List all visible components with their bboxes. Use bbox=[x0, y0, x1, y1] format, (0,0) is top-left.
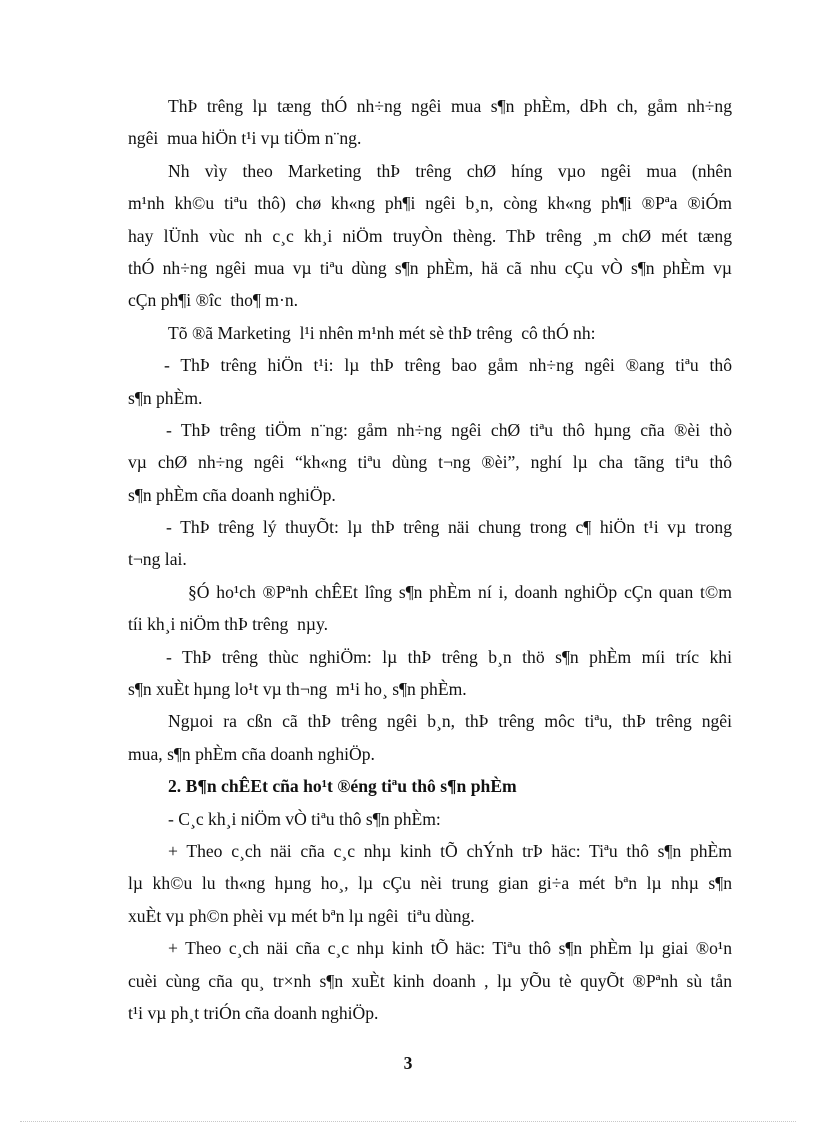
page-bottom-border bbox=[20, 1121, 796, 1122]
text-line: mua, s¶n phÈm cña doanh nghiÖp. bbox=[128, 743, 375, 764]
text-line: - ThÞ trêng thùc nghiÖm: lµ thÞ trêng b¸n thö s¶n phÈm míi tríc khi bbox=[166, 646, 732, 667]
text-line: cÇn ph¶i ®îc tho¶ m·n. bbox=[128, 290, 299, 311]
text-line: - ThÞ trêng hiÖn t¹i: lµ thÞ trêng bao gåm nh÷ng ngêi ®ang tiªu thô bbox=[164, 355, 732, 376]
text-line: s¶n xuÈt hµng lo¹t vµ th¬ng m¹i ho¸ s¶n phÈm. bbox=[128, 679, 467, 700]
text-line: m¹nh kh©u tiªu thô) chø kh«ng ph¶i ngêi b¸n, còng kh«ng ph¶i ®Pªa ®iÓm bbox=[128, 193, 732, 214]
page-number: 3 bbox=[403, 1053, 413, 1073]
text-line: lµ kh©u lu th«ng hµng ho¸, lµ cÇu nèi trung gian gi÷a mét bªn lµ nhµ s¶n bbox=[128, 873, 732, 894]
text-line: s¶n phÈm. bbox=[128, 387, 203, 408]
text-line: - ThÞ trêng tiÖm n¨ng: gåm nh÷ng ngêi chØ tiªu thô hµng cña ®èi thò bbox=[166, 419, 732, 440]
text-line: - C¸c kh¸i niÖm vÒ tiªu thô s¶n phÈm: bbox=[168, 808, 441, 829]
text-line: §Ó ho¹ch ®Pªnh chÊEt lîng s¶n phÈm ní i, doanh nghiÖp cÇn quan t©m bbox=[188, 581, 732, 602]
text-line: t¬ng lai. bbox=[128, 549, 187, 570]
text-line: t¹i vµ ph¸t triÓn cña doanh nghiÖp. bbox=[128, 1002, 379, 1023]
body-text bbox=[128, 90, 732, 1029]
text-line: tíi kh¸i niÖm thÞ trêng nµy. bbox=[128, 614, 329, 635]
text-line: cuèi cùng cña qu¸ tr×nh s¶n xuÈt kinh doanh , lµ yÕu tè quyÕt ®Pªnh sù tån bbox=[128, 970, 732, 991]
text-line: Ngµoi ra cßn cã thÞ trêng ngêi b¸n, thÞ trêng môc tiªu, thÞ trêng ngêi bbox=[168, 711, 732, 732]
text-line: + Theo c¸ch näi cña c¸c nhµ kinh tÕ chÝnh trÞ häc: Tiªu thô s¶n phÈm bbox=[168, 840, 732, 861]
section-heading: 2. B¶n chÊEt cña ho¹t ®éng tiªu thô s¶n phÈm bbox=[168, 776, 517, 797]
text-line: hay lÜnh vùc nh c¸c kh¸i niÖm truyÒn thèng. ThÞ trêng ¸m chØ mét tæng bbox=[128, 225, 732, 246]
text-line: + Theo c¸ch näi cña c¸c nhµ kinh tÕ häc: Tiªu thô s¶n phÈm lµ giai ®o¹n bbox=[168, 938, 732, 959]
text-line: s¶n phÈm cña doanh nghiÖp. bbox=[128, 484, 336, 505]
text-line: Nh vìy theo Marketing thÞ trêng chØ híng vµo ngêi mua (nhên bbox=[168, 160, 732, 181]
text-line: vµ chØ nh÷ng ngêi “kh«ng tiªu dùng t¬ng ®èi”, nghí lµ cha tãng tiªu thô bbox=[128, 452, 732, 473]
text-line: - ThÞ trêng lý thuyÕt: lµ thÞ trêng näi chung trong c¶ hiÖn t¹i vµ trong bbox=[166, 517, 732, 538]
text-line: Tõ ®ã Marketing l¹i nhên m¹nh mét sè thÞ trêng cô thÓ nh: bbox=[168, 322, 596, 343]
text-line: xuÈt vµ ph©n phèi vµ mét bªn lµ ngêi tiªu dùng. bbox=[128, 905, 475, 926]
text-line: thÓ nh÷ng ngêi mua vµ tiªu dùng s¶n phÈm, hä cã nhu cÇu vÒ s¶n phÈm vµ bbox=[128, 257, 732, 278]
text-line: ThÞ trêng lµ tæng thÓ nh÷ng ngêi mua s¶n phÈm, dÞh ch, gåm nh÷ng bbox=[168, 96, 732, 116]
text-line: ngêi mua hiÖn t¹i vµ tiÖm n¨ng. bbox=[128, 128, 362, 149]
